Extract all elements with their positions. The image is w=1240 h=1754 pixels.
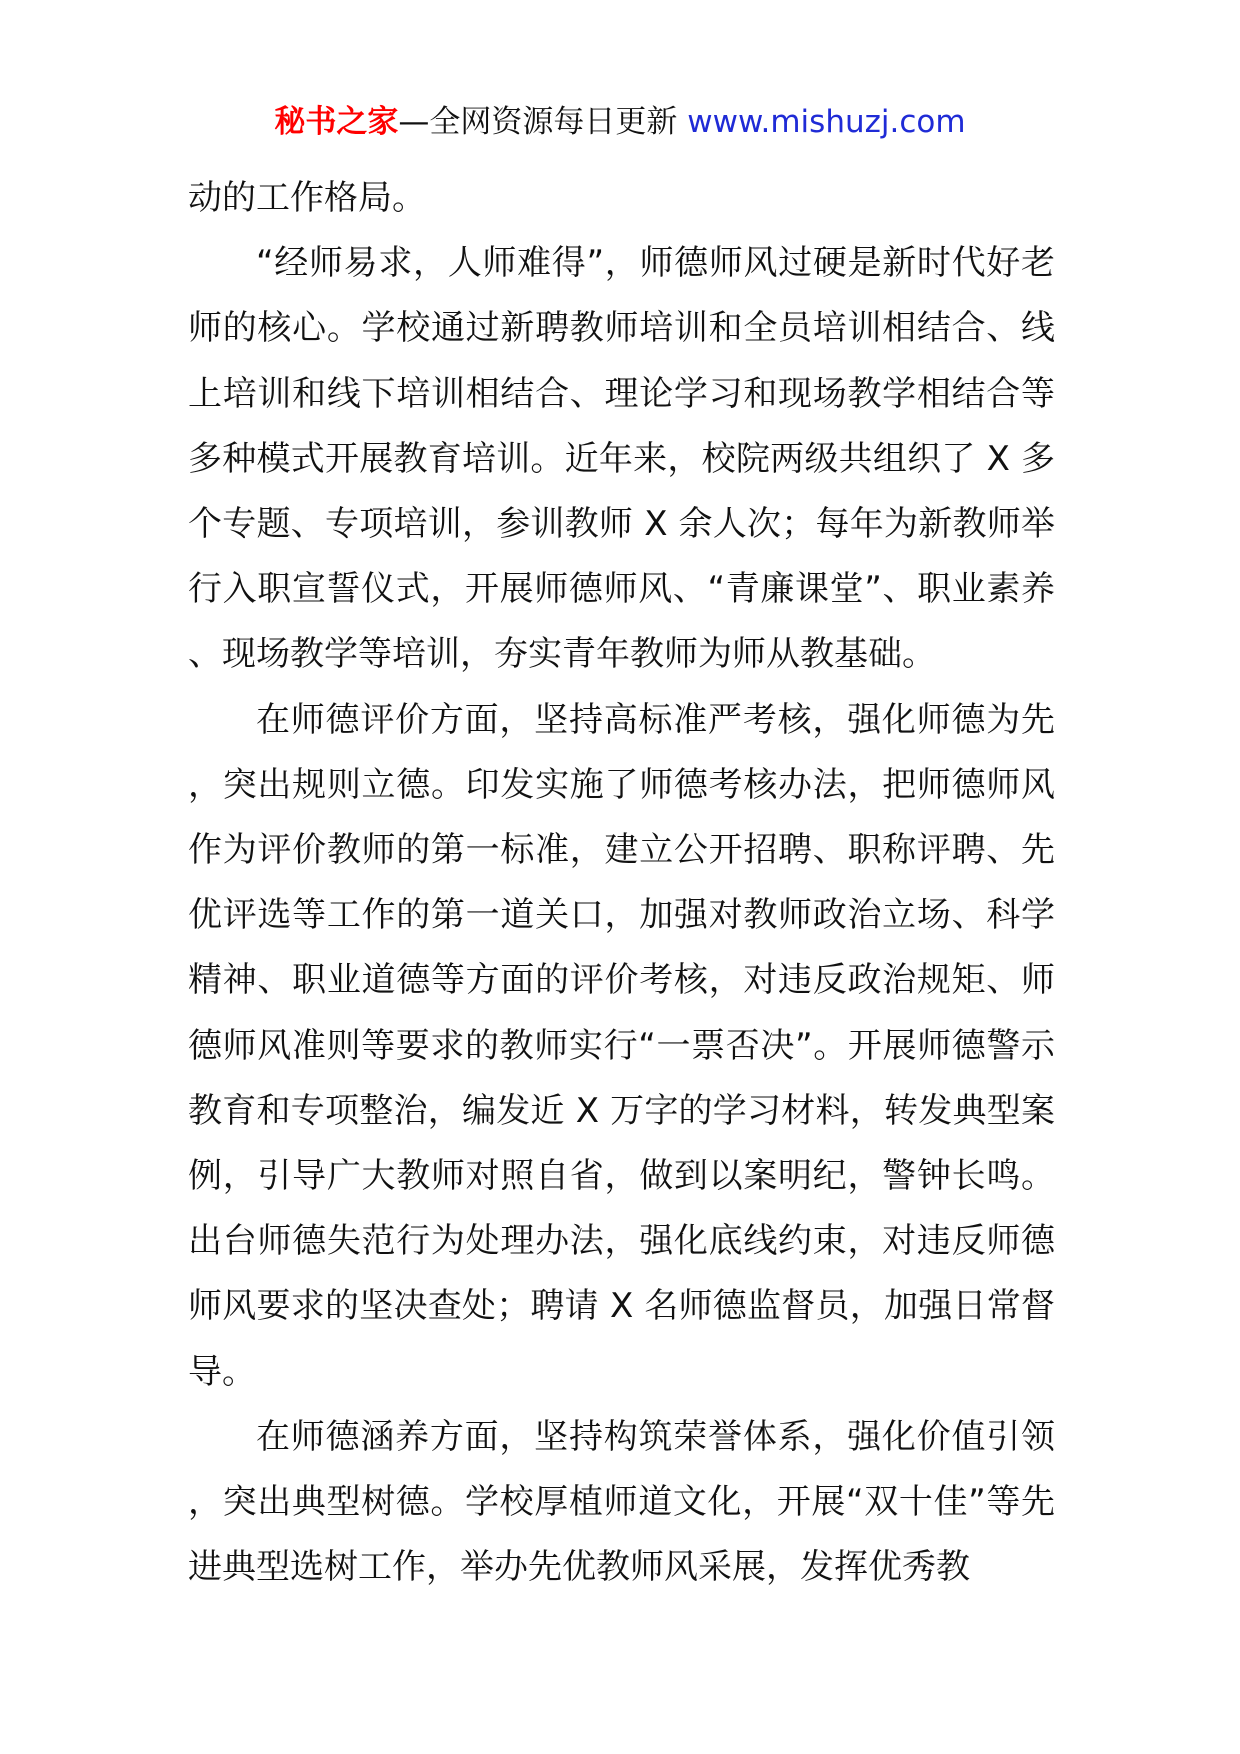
brand-name: 秘书之家 [274,104,399,140]
page-header [0,100,1240,144]
paragraph-ethics-evaluation: 在师德评价方面，坚持高标准严考核，强化师德为先，突出规则立德。印发实施了师德考核办法，把师德师风作为评价教师的第一标准，建立公开招聘、职称评聘、先优评选等工作的第一道关口，加强对教师政治立场、科学精神、职业道德等方面的评价考核，对违反政治规矩、师德师风准则等要求的教师实行“一票否决”。开展师德警示教育和专项整治，编发近 X 万字的学习材料，转发典型案例，引导广大教师对照自省，做到以案明纪，警钟长鸣。出台师德失范行为处理办法，强化底线约束，对违反师德师风要求的坚决查处；聘请 X 名师德监督员，加强日常督导。 [188,699,1055,1392]
document-body [188,166,1055,1600]
header-tagline: —全网资源每日更新 [398,104,678,140]
site-url-link[interactable]: www.mishuzj.com [687,104,966,140]
paragraph-continuation: 动的工作格局。 [188,178,426,218]
paragraph-teacher-training: “经师易求，人师难得”，师德师风过硬是新时代好老师的核心。学校通过新聘教师培训和全员培训相结合、线上培训和线下培训相结合、理论学习和现场教学相结合等多种模式开展教育培训。近年来，校院两级共组织了 X 多个专题、专项培训，参训教师 X 余人次；每年为新教师举行入职宣誓仪式，开展师德师风、“青廉课堂”、职业素养、现场教学等培训，夯实青年教师为师从教基础。 [188,243,1055,675]
paragraph-ethics-cultivation: 在师德涵养方面，坚持构筑荣誉体系，强化价值引领，突出典型树德。学校厚植师道文化，开展“双十佳”等先进典型选树工作，举办先优教师风采展，发挥优秀教 [188,1416,1055,1588]
